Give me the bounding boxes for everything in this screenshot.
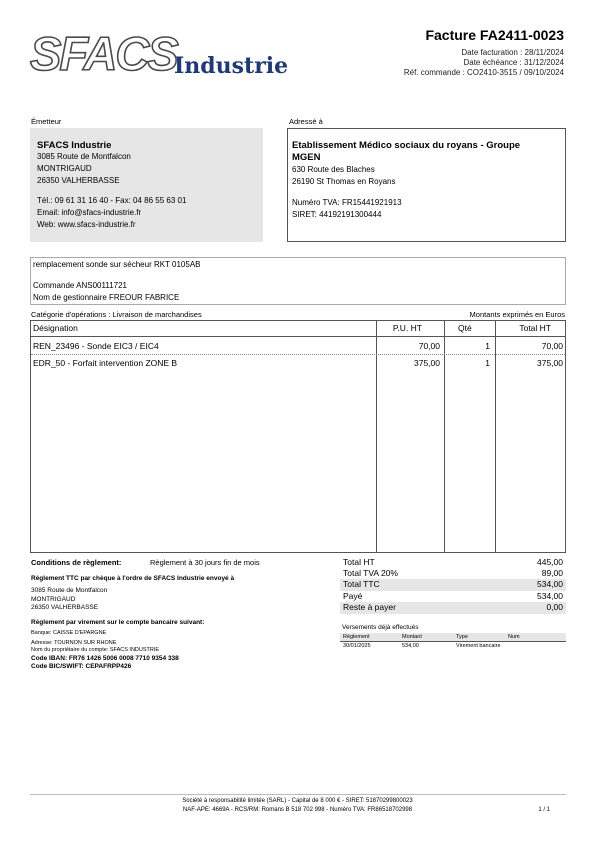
remaining-row [340, 602, 566, 614]
total-value: 534,00 [537, 591, 563, 601]
total-label: Total HT [343, 557, 375, 567]
total-value: 89,00 [541, 568, 563, 578]
row-2-unit-price: 375,00 [414, 358, 440, 368]
footer-legal-1: Société à responsabilité limitée (SARL) - Capital de 8 000 € - SIRET: 51870299800023 [182, 798, 413, 804]
cheque-address-1: 3085 Route de Montfalcon [31, 587, 108, 594]
payments-title: Versements déjà effectués [342, 624, 419, 631]
emitter-name: SFACS Industrie [37, 140, 112, 151]
row-2-designation: EDR_50 - Forfait intervention ZONE B [33, 358, 178, 368]
page-number: 1 / 1 [538, 807, 550, 813]
invoice-date: Date facturation : 28/11/2024 [461, 48, 564, 57]
payment-type: Virement bancaire [456, 643, 501, 649]
payment-date: 30/01/2025 [343, 643, 371, 649]
recipient-name-1: Etablissement Médico sociaux du royans - Groupe [292, 140, 521, 151]
row-1-designation: REN_23496 - Sonde EIC3 / EIC4 [33, 341, 159, 351]
payments-header [340, 633, 566, 642]
comment-line-1: remplacement sonde sur sécheur RKT 0105AB [33, 260, 201, 269]
emitter-postcode: 26350 VALHERBASSE [37, 176, 120, 185]
emitter-phone: Tél.: 09 61 31 16 40 - Fax: 04 86 55 63 01 [37, 196, 187, 205]
row-2-total: 375,00 [537, 358, 563, 368]
footer-legal-2: NAF-APE: 4669A - RCS/RM: Romans B 518 702 998 - Numéro TVA: FR86518702998 [182, 807, 413, 813]
col-divider [495, 321, 496, 552]
cheque-address-3: 26350 VALHERBASSE [31, 604, 99, 611]
items-table [30, 320, 566, 553]
emitter-box [30, 128, 263, 242]
payment-amount: 534,00 [402, 643, 419, 649]
payment-conditions-value: Règlement à 30 jours fin de mois [150, 558, 260, 567]
cheque-title: Règlement TTC par chèque à l'ordre de SFACS Industrie envoyé à [31, 575, 235, 582]
recipient-vat: Numéro TVA: FR15441921913 [292, 198, 402, 207]
header-quantity: Qté [458, 323, 472, 333]
row-1-quantity: 1 [485, 341, 490, 351]
bank-address: Adresse: TOURNON SUR RHONE [31, 640, 117, 646]
recipient-address: 630 Route des Blaches [292, 165, 375, 174]
bank-name: Banque: CAISSE D'EPARGNE [31, 630, 107, 636]
emitter-city: MONTRIGAUD [37, 164, 92, 173]
emitter-email: Email: info@sfacs-industrie.fr [37, 208, 142, 217]
row-1-total: 70,00 [541, 341, 563, 351]
total-label: Total TTC [343, 579, 380, 589]
comment-line-3: Nom de gestionnaire FREOUR FABRICE [33, 293, 180, 302]
col-divider [444, 321, 445, 552]
recipient-name-2: MGEN [292, 152, 321, 163]
logo-sfacs: SFACS [30, 27, 177, 80]
payments-header-type: Type [456, 634, 468, 640]
emitter-web: Web: www.sfacs-industrie.fr [37, 220, 136, 229]
col-divider [376, 321, 377, 552]
payments-header-montant: Montant [402, 634, 422, 640]
total-ttc-row [340, 579, 566, 591]
total-ht-row [340, 557, 566, 569]
row-1-unit-price: 70,00 [418, 341, 440, 351]
invoice-title: Facture FA2411-0023 [425, 27, 564, 43]
emitter-label: Émetteur [31, 117, 62, 126]
emitter-address: 3085 Route de Montfalcon [37, 152, 131, 161]
transfer-title: Règlement par virement sur le compte bancaire suivant: [31, 619, 205, 626]
currency-note: Montants exprimés en Euros [469, 310, 565, 319]
header-divider [31, 336, 565, 337]
payments-header-reglement: Règlement [343, 634, 370, 640]
recipient-label: Adressé à [289, 117, 323, 126]
payment-row [340, 642, 566, 651]
total-value: 445,00 [537, 557, 563, 567]
total-value: 534,00 [537, 579, 563, 589]
recipient-box [287, 128, 566, 242]
header-designation: Désignation [33, 323, 78, 333]
bic-code: Code BIC/SWIFT: CEPAFRPP426 [31, 663, 132, 670]
footer-divider [30, 794, 566, 795]
invoice-order-ref: Réf. commande : CO2410-3515 / 09/10/2024 [403, 68, 564, 77]
header-total: Total HT [519, 323, 551, 333]
invoice-due-date: Date échéance : 31/12/2024 [463, 58, 564, 67]
total-label: Total TVA 20% [343, 568, 398, 578]
payment-conditions-label: Conditions de règlement: [31, 558, 122, 567]
comment-box [30, 257, 566, 305]
total-value: 0,00 [546, 602, 563, 612]
logo-industrie: Industrie [174, 53, 289, 79]
iban-code: Code IBAN: FR76 1426 5006 0008 7710 9354 338 [31, 655, 179, 662]
total-label: Reste à payer [343, 602, 396, 612]
header-unit-price: P.U. HT [392, 323, 422, 333]
total-tva-row [340, 568, 566, 580]
row-divider [31, 354, 565, 355]
account-owner: Nom du propriétaire du compte: SFACS INDUSTRIE [31, 647, 160, 653]
paid-row [340, 591, 566, 603]
total-label: Payé [343, 591, 363, 601]
operation-category: Catégorie d'opérations : Livraison de marchandises [31, 310, 202, 319]
row-2-quantity: 1 [485, 358, 490, 368]
payments-header-num: Num [508, 634, 520, 640]
recipient-postcode: 26190 St Thomas en Royans [292, 177, 396, 186]
cheque-address-2: MONTRIGAUD [31, 596, 76, 603]
comment-line-2: Commande ANS00111721 [33, 281, 127, 290]
recipient-siret: SIRET: 44192191300444 [292, 210, 382, 219]
